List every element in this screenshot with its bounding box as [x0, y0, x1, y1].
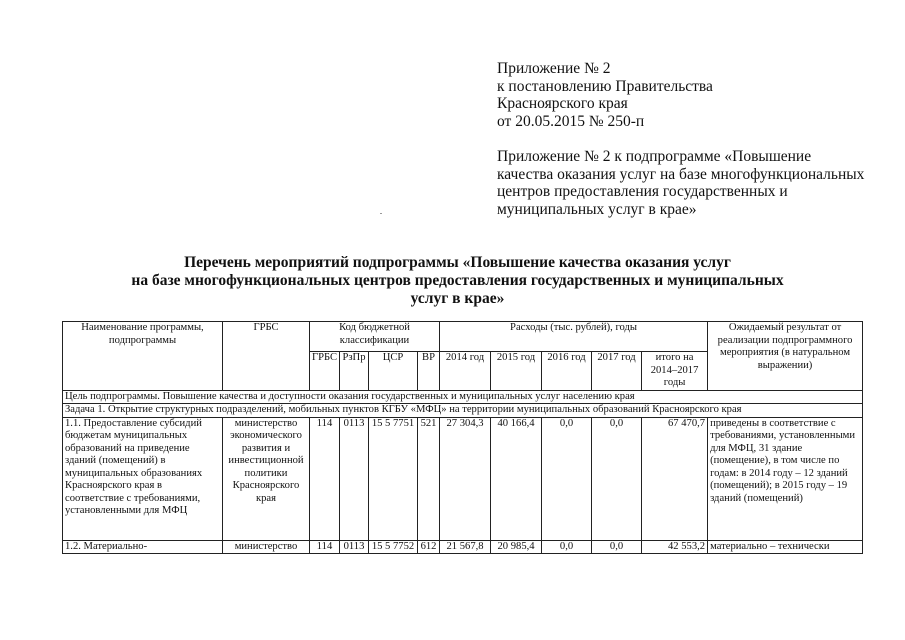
- row-grbs: министерство экономического развития и инвестиционной политики Красноярского края: [223, 417, 310, 540]
- row-result: приведены в соответствие с требованиями, установленными для МФЦ, 31 здание (помещение), в том числе по годам: в 2014 году – 12 зданий (помещений); в 2015 году – 19 зданий (помещений): [708, 417, 863, 540]
- row-y2017: 0,0: [592, 417, 642, 540]
- row-y2017: 0,0: [592, 540, 642, 554]
- row-y2014: 21 567,8: [440, 540, 491, 554]
- appendix-header-line: к постановлению Правительства: [497, 77, 713, 95]
- title-line: на базе многофункциональных центров предоставления государственных и муниципальных: [131, 272, 784, 289]
- row-name: 1.2. Материально-: [63, 540, 223, 554]
- page-title: [60, 254, 855, 308]
- subprogram-appendix-line: качества оказания услуг на базе многофункциональных: [497, 165, 865, 183]
- subprogram-appendix-line: Приложение № 2 к подпрограмме «Повышение: [497, 148, 812, 165]
- row-total: 67 470,7: [642, 417, 708, 540]
- table-row: [63, 417, 863, 540]
- row-code-grbs: 114: [310, 540, 340, 554]
- header-y2016: 2016 год: [542, 352, 592, 391]
- header-name: Наименование программы, подпрограммы: [63, 322, 223, 391]
- appendix-header-line: от 20.05.2015 № 250-п: [497, 112, 645, 130]
- row-y2016: 0,0: [542, 417, 592, 540]
- appendix-header: [497, 60, 713, 130]
- row-y2015: 40 166,4: [491, 417, 542, 540]
- table-row: [63, 540, 863, 554]
- row-rzpr: 0113: [340, 417, 369, 540]
- row-csr: 15 5 7751: [369, 417, 418, 540]
- row-vr: 612: [418, 540, 440, 554]
- header-grbs: ГРБС: [223, 322, 310, 391]
- header-total: итого на 2014–2017 годы: [642, 352, 708, 391]
- goal-row: Цель подпрограммы. Повышение качества и доступности оказания государственных и муниципальных услуг населению края: [63, 390, 863, 404]
- header-expenses: Расходы (тыс. рублей), годы: [440, 322, 708, 352]
- header-code-rzpr: РзПр: [340, 352, 369, 391]
- row-csr: 15 5 7752: [369, 540, 418, 554]
- header-y2015: 2015 год: [491, 352, 542, 391]
- header-budget-code: Код бюджетной классификации: [310, 322, 440, 352]
- header-y2014: 2014 год: [440, 352, 491, 391]
- row-result: материально – технически: [708, 540, 863, 554]
- row-y2016: 0,0: [542, 540, 592, 554]
- row-grbs: министерство: [223, 540, 310, 554]
- scan-speck: [380, 213, 382, 214]
- row-name: 1.1. Предоставление субсидий бюджетам муниципальных образований на приведение зданий (помещений) в муниципальных образованиях Красноярского края в соответствие с требованиями, установленными для МФЦ: [63, 417, 223, 540]
- header-result: Ожидаемый результат от реализации подпрограммного мероприятия (в натуральном выражении): [708, 322, 863, 391]
- row-code-grbs: 114: [310, 417, 340, 540]
- subprogram-appendix: [497, 148, 864, 218]
- row-vr: 521: [418, 417, 440, 540]
- row-y2015: 20 985,4: [491, 540, 542, 554]
- header-code-vr: ВР: [418, 352, 440, 391]
- header-y2017: 2017 год: [592, 352, 642, 391]
- row-rzpr: 0113: [340, 540, 369, 554]
- title-line: услуг в крае»: [410, 290, 505, 307]
- task-row: Задача 1. Открытие структурных подразделений, мобильных пунктов КГБУ «МФЦ» на территории муниципальных образований Красноярского края: [63, 404, 863, 418]
- row-y2014: 27 304,3: [440, 417, 491, 540]
- title-line: Перечень мероприятий подпрограммы «Повышение качества оказания услуг: [184, 254, 731, 271]
- header-code-csr: ЦСР: [369, 352, 418, 391]
- subprogram-appendix-line: муниципальных услуг в крае»: [497, 200, 697, 218]
- header-code-grbs: ГРБС: [310, 352, 340, 391]
- appendix-header-line: Приложение № 2: [497, 60, 611, 77]
- subprogram-appendix-line: центров предоставления государственных и: [497, 183, 788, 200]
- measures-table: [62, 321, 863, 554]
- appendix-header-line: Красноярского края: [497, 95, 628, 112]
- row-total: 42 553,2: [642, 540, 708, 554]
